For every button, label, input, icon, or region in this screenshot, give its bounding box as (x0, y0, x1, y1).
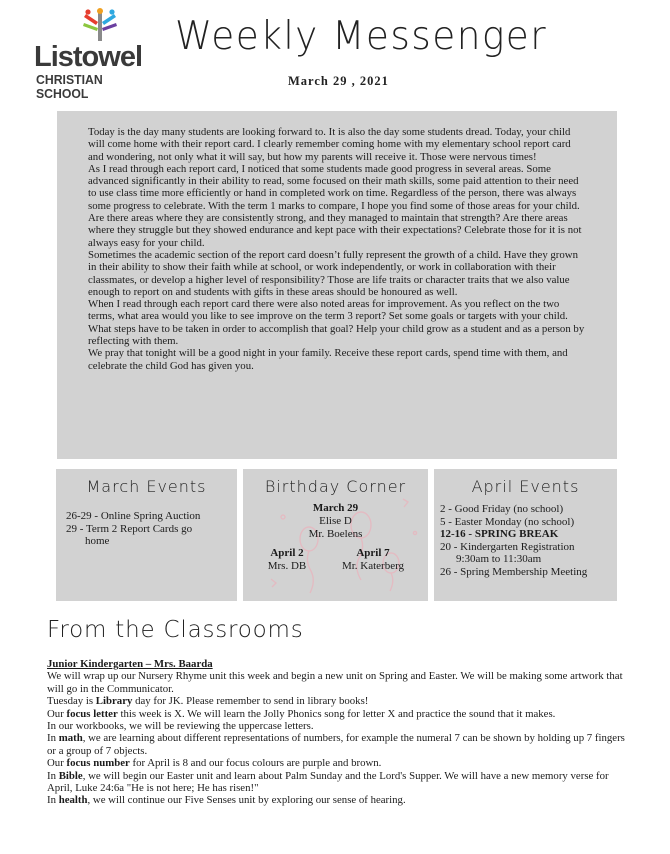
birthday-name: Mr. Katerberg (341, 560, 405, 572)
newsletter-title: Weekly Messenger (175, 14, 548, 59)
april-events-card (434, 469, 617, 601)
march-events-card (56, 469, 237, 601)
logo-subtitle: CHRISTIAN SCHOOL (36, 73, 103, 101)
april-events-list (440, 503, 618, 579)
birthday-corner-card (243, 469, 428, 601)
march-events-title: March Events (86, 477, 207, 496)
message-paragraph: When I read through each report card there were also noted areas for improvement. As you reflect on the two terms, what area would you like to see improve on the term 3 report? Set some goals or targets with your child. What steps have to be taken in order to accomplish that goal? Help your child grow as a student and as a person by reflecting with them. (88, 298, 585, 348)
logo-wordmark: Listowel (34, 41, 143, 73)
birthday-corner-title: Birthday Corner (264, 477, 407, 496)
birthday-name: Elise D (319, 515, 352, 527)
newsletter-date: March 29 , 2021 (288, 74, 389, 88)
class-note: In health, we will continue our Five Senses unit by exploring our sense of hearing. (47, 794, 406, 807)
event-item-continued: 9:30am to 11:30am (456, 553, 542, 566)
event-item: 29 - Term 2 Report Cards go (66, 522, 193, 535)
event-item: 2 - Good Friday (no school) (440, 503, 564, 515)
classrooms-title: From the Classrooms (47, 617, 304, 643)
class-note: Our focus number for April is 8 and our focus colours are purple and brown. (47, 757, 382, 770)
event-item-continued: home (85, 535, 110, 548)
message-paragraph: Today is the day many students are looking forward to. It is also the day some students dread. Today, your child will come home with their report card. I clearly remember coming home with my elementary school report card and wondering, not only what it will say, but how my parents will receive it. Those were nervous times! (88, 126, 571, 163)
birthday-date: March 29 (312, 502, 359, 514)
class-note: In Bible, we will begin our Easter unit and learn about Palm Sunday and the Lord's Supper. We will have a new memory verse for April, Luke 24:6a "He is not here; He has risen!" (47, 769, 609, 795)
event-item: 26 - Spring Membership Meeting (440, 565, 588, 578)
event-item: 20 - Kindergarten Registration (440, 540, 575, 553)
classroom-notes (47, 658, 627, 807)
class-note: Our focus letter this week is X. We will learn the Jolly Phonics song for letter X and practice the sound that it makes. (47, 707, 556, 720)
logo-figure-icon (82, 8, 118, 42)
birthday-date: April 2 (270, 547, 304, 559)
birthday-name: Mrs. DB (267, 560, 307, 572)
class-note: We will wrap up our Nursery Rhyme unit this week and begin a new unit on Spring and Easter. We will be making some artwork that will go in the Communicator. (47, 670, 623, 695)
march-events-list (66, 510, 236, 548)
principal-message (88, 126, 588, 372)
class-heading: Junior Kindergarten – Mrs. Baarda (47, 658, 213, 670)
event-item: 12-16 - SPRING BREAK (440, 528, 559, 541)
class-note: In our workbooks, we will be reviewing the uppercase letters. (47, 720, 314, 733)
birthday-date: April 7 (356, 547, 390, 559)
birthday-name: Mr. Boelens (308, 528, 363, 540)
april-events-title: April Events (471, 477, 580, 496)
event-item: 5 - Easter Monday (no school) (440, 515, 575, 528)
school-logo (32, 8, 150, 101)
class-note: Tuesday is Library day for JK. Please remember to send in library books! (47, 695, 369, 708)
class-note: In math, we are learning about different representations of numbers, for example the numeral 7 can be shown by holding up 7 fingers or a group of 7 objects. (47, 732, 625, 757)
message-paragraph: We pray that tonight will be a good night in your family. Receive these report cards, spend time with them, and celebrate the child God has given you. (88, 347, 568, 372)
event-item: 26-29 - Online Spring Auction (66, 510, 201, 522)
message-paragraph: As I read through each report card, I noticed that some students made good progress in several areas. Some advanced significantly in their ability to read, some focused on their math skills, some paid attention to their need to use class time more efficiently or hand in completed work on time. Regardless of the person, there was always some progress to celebrate. With the term 1 marks to compare, I hope you find some of those areas for your child. Are there areas where they are consistently strong, and they managed to maintain that strength? Are there areas where they struggle but they showed endurance and kept pace with their expectations? Celebrate those for it is not always easy for your child. (88, 162, 582, 249)
message-paragraph: Sometimes the academic section of the report card doesn’t fully represent the growth of a child. Have they grown in their ability to show their faith while at school, or work independently, or work in collaboration with their classmates, or develop a higher level of responsibility? Those are life traits or character traits that we also value enough to report on and students with gifts in these areas should be honoured as well. (88, 248, 578, 298)
